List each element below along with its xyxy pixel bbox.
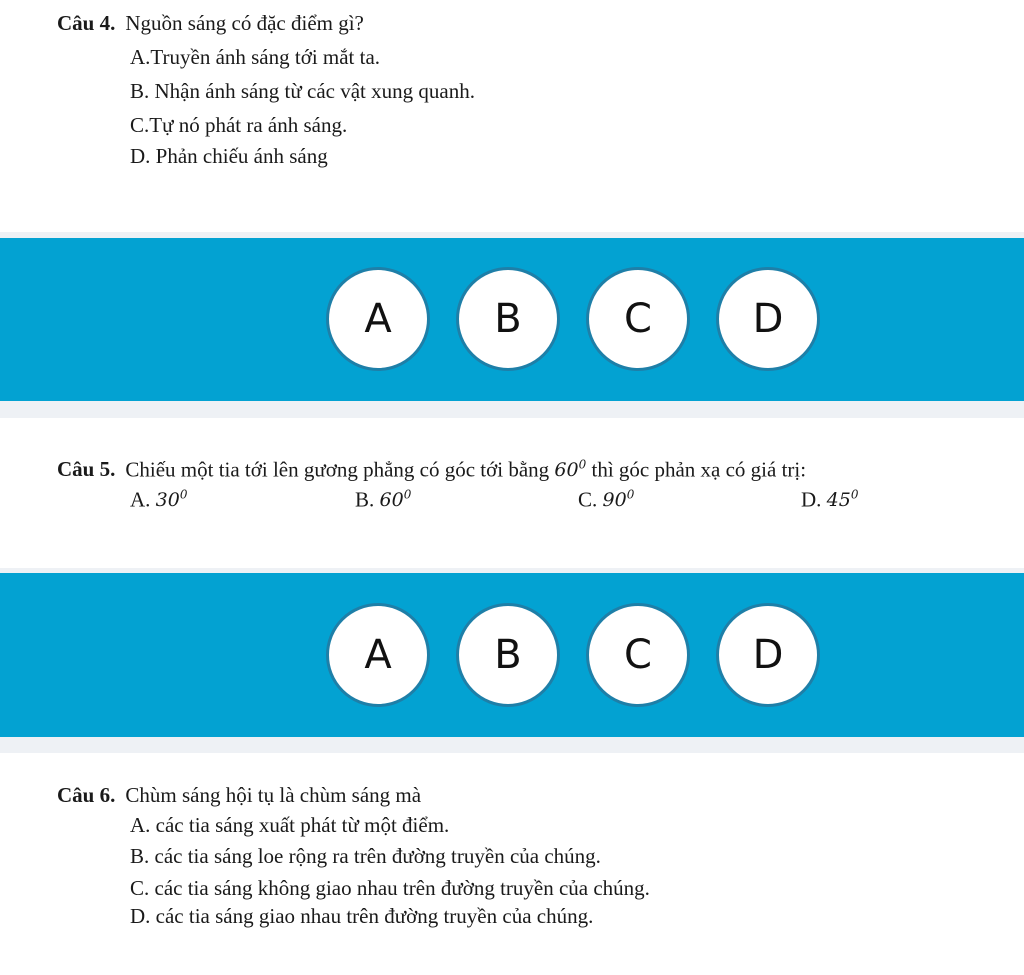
answer-1-button-d[interactable]: D — [716, 267, 820, 371]
answer-2-button-a[interactable]: A — [326, 603, 430, 707]
question-card-6 — [0, 753, 1024, 975]
question-4-option-b: B. Nhận ánh sáng từ các vật xung quanh. — [130, 79, 475, 103]
question-4-label: Câu 4. — [57, 11, 116, 35]
question-5-text — [57, 452, 806, 483]
question-4-text — [57, 10, 364, 36]
question-6-option-a: A. các tia sáng xuất phát từ một điểm. — [130, 813, 450, 837]
answer-band-1 — [0, 238, 1024, 401]
question-4-option-d: D. Phản chiếu ánh sáng — [130, 144, 328, 168]
answer-2-button-c[interactable]: C — [586, 603, 690, 707]
answer-2-button-b[interactable]: B — [456, 603, 560, 707]
question-5-option-a — [130, 482, 188, 513]
question-6-option-d: D. các tia sáng giao nhau trên đường truyền của chúng. — [130, 904, 594, 928]
question-6-option-b: B. các tia sáng loe rộng ra trên đường truyền của chúng. — [130, 844, 601, 868]
question-5-option-c-letter: C. — [578, 487, 598, 512]
answer-2-button-d[interactable]: D — [716, 603, 820, 707]
question-5-option-c-degree: 0 — [626, 488, 635, 502]
question-5-option-c-value: 90 — [602, 489, 627, 512]
question-5-option-b-degree: 0 — [403, 488, 412, 502]
question-5-angle-value: 60 — [554, 459, 579, 482]
question-5-option-a-value: 30 — [155, 489, 180, 512]
answer-1-button-b[interactable]: B — [456, 267, 560, 371]
question-4-prompt: Nguồn sáng có đặc điểm gì? — [125, 11, 364, 35]
question-6-option-c: C. các tia sáng không giao nhau trên đường truyền của chúng. — [130, 876, 650, 900]
answer-1-button-a[interactable]: A — [326, 267, 430, 371]
question-5-option-d — [801, 482, 859, 513]
question-5-option-d-value: 45 — [826, 489, 851, 512]
answer-1-button-c[interactable]: C — [586, 267, 690, 371]
answer-band-2 — [0, 573, 1024, 737]
question-4-option-a: A.Truyền ánh sáng tới mắt ta. — [130, 45, 381, 69]
question-5-option-b-value: 60 — [379, 489, 404, 512]
question-5-prompt-end: thì góc phản xạ có giá trị: — [591, 457, 807, 482]
question-6-text — [57, 782, 421, 808]
question-card-4 — [0, 0, 1024, 232]
question-5-angle — [554, 459, 586, 481]
question-5-option-c — [578, 482, 634, 513]
question-5-option-a-letter: A. — [130, 487, 151, 512]
question-5-prompt: Chiếu một tia tới lên gương phẳng có góc tới bằng — [125, 457, 550, 482]
question-4-option-c: C.Tự nó phát ra ánh sáng. — [130, 113, 348, 137]
question-5-label: Câu 5. — [57, 457, 116, 482]
question-5-option-a-degree: 0 — [179, 488, 188, 502]
question-5-option-d-degree: 0 — [850, 488, 859, 502]
question-5-option-b — [355, 482, 411, 513]
question-card-5 — [0, 418, 1024, 568]
question-6-prompt: Chùm sáng hội tụ là chùm sáng mà — [125, 783, 422, 807]
question-5-angle-degree: 0 — [578, 458, 587, 472]
question-5-option-d-letter: D. — [801, 487, 822, 512]
question-5-option-b-letter: B. — [355, 487, 375, 512]
question-6-label: Câu 6. — [57, 783, 116, 807]
